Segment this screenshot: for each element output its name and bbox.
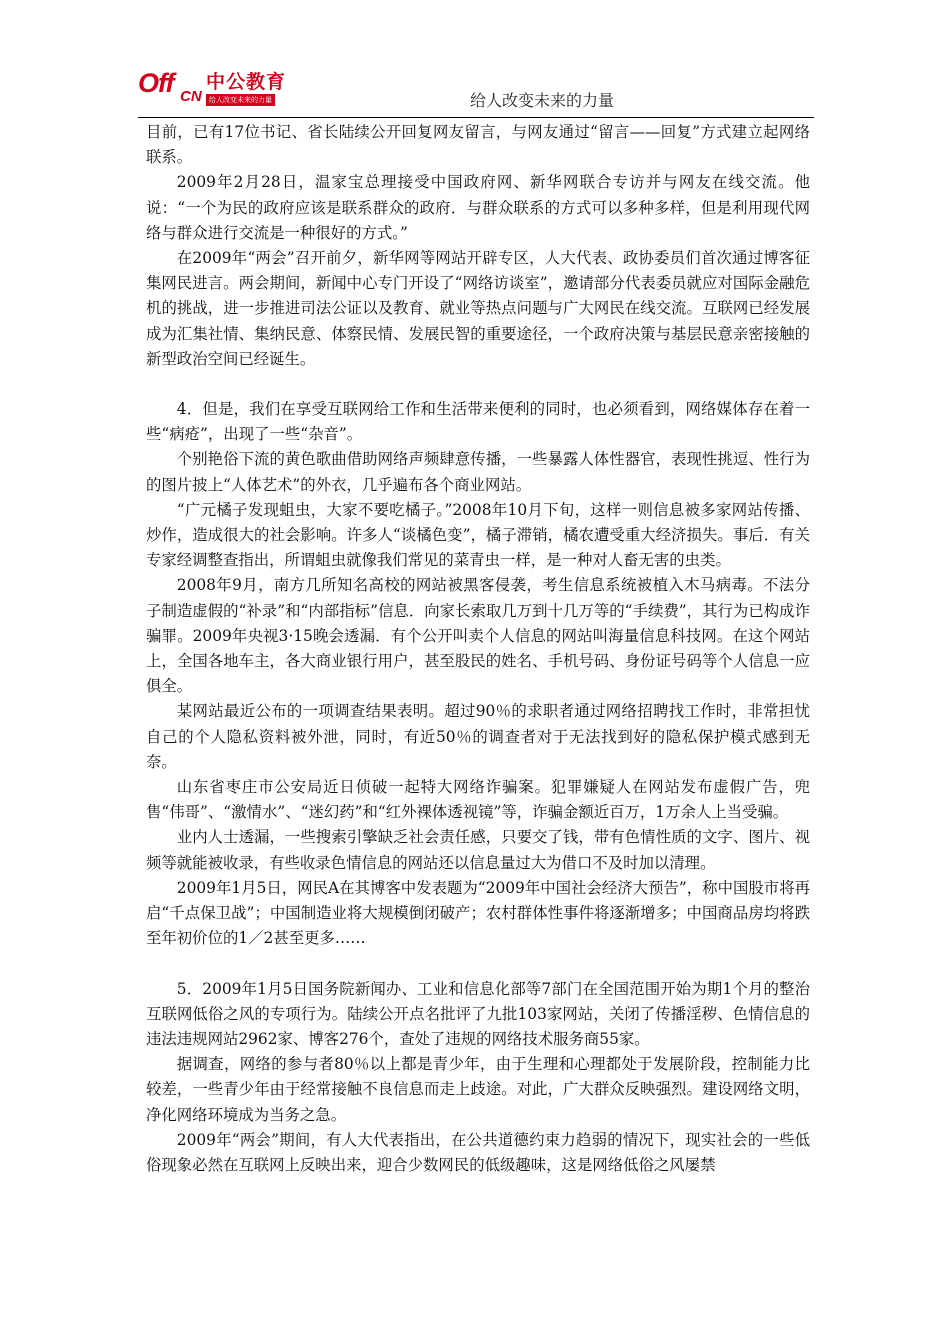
paragraph: 业内人士透漏，一些搜索引擎缺乏社会责任感，只要交了钱，带有色情性质的文字、图片、视频等就能被收录，有些收录色情信息的网站还以信息量过大为借口不及时加以清理。 <box>146 828 810 872</box>
offcn-logo <box>138 66 298 114</box>
paragraph: 在2009年“两会”召开前夕，新华网等网站开辟专区，人大代表、政协委员们首次通过博客征集网民进言。两会期间，新闻中心专门开设了“网络访谈室”，邀请部分代表委员就应对国际金融危机的挑战，进一步推进司法公证以及教育、就业等热点问题与广大网民在线交流。互联网已经发展成为汇集社情、集纳民意、体察民情、发展民智的重要途径，一个政府决策与基层民意亲密接触的新型政治空间已经诞生。 <box>146 249 810 368</box>
logo-brand-name: 中公教育 <box>206 71 287 93</box>
logo-cn-text: CN <box>180 88 202 105</box>
paragraph: 2009年1月5日，网民A在其博客中发表题为“2009年中国社会经济大预告”，称中国股市将再启“千点保卫战”；中国制造业将大规模倒闭破产；农村群体性事件将逐渐增多；中国商品房均将跌至年初价位的1／2甚至更多…… <box>146 878 810 948</box>
paragraph-gap <box>146 372 810 397</box>
paragraph-gap <box>146 952 810 977</box>
paragraph: 据调查，网络的参与者80％以上都是青少年，由于生理和心理都处于发展阶段，控制能力比较差，一些青少年由于经常接触不良信息而走上歧途。对此，广大群众反映强烈。建设网络文明，净化网络环境成为当务之急。 <box>146 1055 810 1124</box>
logo-offcn-text: Off <box>138 68 174 98</box>
page-header <box>138 66 818 116</box>
paragraph: 某网站最近公布的一项调查结果表明。超过90％的求职者通过网络招聘找工作时，非常担忧自己的个人隐私资料被外泄，同时，有近50％的调查者对于无法找到好的隐私保护模式感到无奈。 <box>146 702 810 771</box>
logo-tagline: 给人改变未来的力量 <box>206 94 275 106</box>
paragraph: 2008年9月，南方几所知名高校的网站被黑客侵袭，考生信息系统被植入木马病毒。不法分子制造虚假的“补录”和“内部指标”信息．向家长索取几万到十几万等的“手续费”，其行为已构成诈骗罪。2009年央视3·15晚会透漏．有个公开叫卖个人信息的网站叫海量信息科技网。在这个网站上，全国各地车主，各大商业银行用户，甚至股民的姓名、手机号码、身份证号码等个人信息一应俱全。 <box>146 576 810 696</box>
paragraph: 2009年2月28日，温家宝总理接受中国政府网、新华网联合专访并与网友在线交流。他说：“一个为民的政府应该是联系群众的政府．与群众联系的方式可以多种多样，但是利用现代网络与群众进行交流是一种很好的方式。” <box>146 173 810 242</box>
paragraph: 目前，已有17位书记、省长陆续公开回复网友留言，与网友通过“留言——回复”方式建立起网络联系。 <box>146 123 810 167</box>
paragraph: 个别艳俗下流的黄色歌曲借助网络声频肆意传播，一些暴露人体性器官，表现性挑逗、性行为的图片披上“人体艺术”的外衣，几乎遍布各个商业网站。 <box>146 450 810 494</box>
header-divider <box>138 117 814 118</box>
paragraph: 4．但是，我们在享受互联网给工作和生活带来便利的同时，也必须看到，网络媒体存在着一些“病疮”，出现了一些“杂音”。 <box>146 400 810 444</box>
header-slogan: 给人改变未来的力量 <box>470 91 615 110</box>
paragraph: 2009年“两会”期间，有人大代表指出，在公共道德约束力趋弱的情况下，现实社会的一些低俗现象必然在互联网上反映出来，迎合少数网民的低级趣味，这是网络低俗之风屡禁 <box>146 1130 810 1174</box>
paragraph: “广元橘子发现蛆虫，大家不要吃橘子。”2008年10月下旬，这样一则信息被多家网站传播、炒作，造成很大的社会影响。许多人“谈橘色变”，橘子滞销，橘农遭受重大经济损失。事后．有关专家经调整查指出，所谓蛆虫就像我们常见的菜青虫一样，是一种对人畜无害的虫类。 <box>146 500 810 570</box>
paragraph: 5．2009年1月5日国务院新闻办、工业和信息化部等7部门在全国范围开始为期1个月的整治互联网低俗之风的专项行为。陆续公开点名批评了九批103家网站，关闭了传播淫秽、色情信息的违法违规网站2962家、博客276个，查处了违规的网络技术服务商55家。 <box>146 979 810 1048</box>
paragraph: 山东省枣庄市公安局近日侦破一起特大网络诈骗案。犯罪嫌疑人在网站发布虚假广告，兜售“伟哥”、“激情水”、“迷幻药”和“红外裸体透视镜”等，诈骗金额近百万，1万余人上当受骗。 <box>146 778 810 822</box>
document-body <box>146 120 810 1178</box>
